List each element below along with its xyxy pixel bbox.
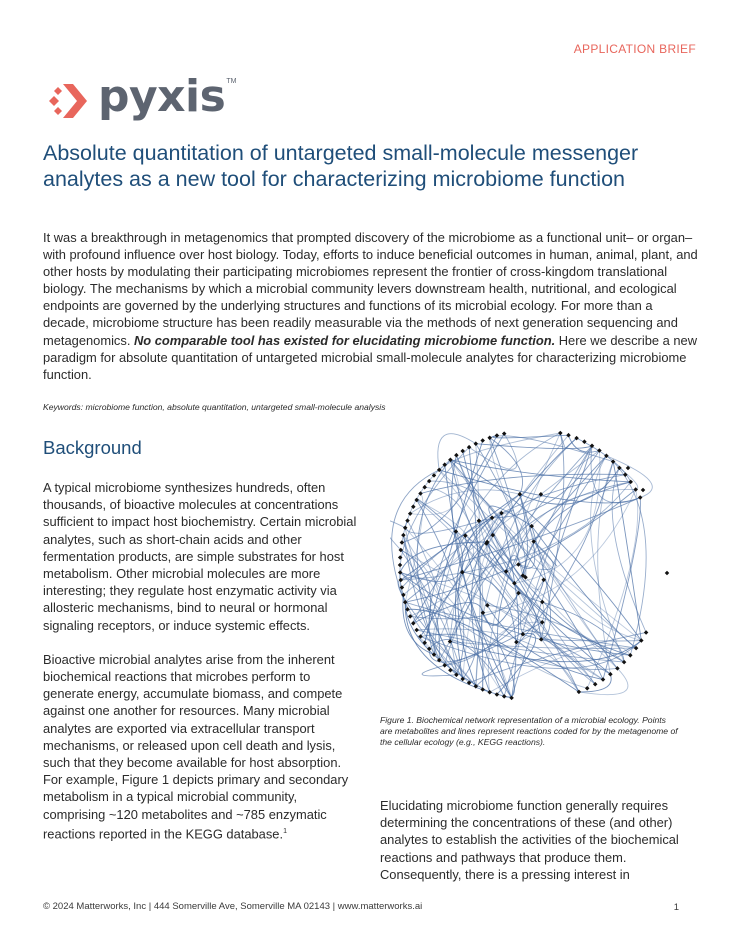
- section-heading: Background: [43, 437, 142, 458]
- network-node: [641, 488, 646, 493]
- network-node: [502, 431, 507, 436]
- network-node: [405, 518, 410, 523]
- document-type-label: APPLICATION BRIEF: [573, 42, 696, 56]
- keywords: Keywords: microbiome function, absolute quantitation, untargeted small-molecule analysis: [43, 402, 386, 412]
- network-node: [487, 690, 492, 695]
- background-paragraph-1: A typical microbiome synthesizes hundreds, often thousands, of bioactive molecules at concentrations sufficient to impact host biochemistry. Certain microbial analytes, such as short-chain acids and other fermentation products, are simple substrates for host metabolism. Other microbial molecules are more interesting; they regulate host enzymatic activity via allosteric mechanisms, bind to neural or hormonal signaling receptors, or induce systemic effects.: [43, 480, 357, 633]
- network-edge: [487, 544, 631, 656]
- network-node: [474, 441, 479, 446]
- network-diagram: [390, 425, 690, 710]
- network-node: [558, 431, 563, 436]
- intro-emphasis: No comparable tool has existed for elucidating microbiome function.: [134, 332, 556, 348]
- network-node: [414, 628, 419, 633]
- right-column: [380, 797, 698, 883]
- document-title: Absolute quantitation of untargeted small-molecule messenger analytes as a new tool for characterizing microbiome function: [43, 141, 639, 191]
- page-number: 1: [673, 902, 679, 913]
- background-paragraph-2: [43, 651, 361, 843]
- intro-paragraph: [43, 229, 698, 383]
- trademark-symbol: TM: [226, 77, 237, 85]
- network-node: [401, 533, 406, 538]
- network-node: [644, 630, 649, 635]
- network-node: [502, 694, 507, 699]
- reference-marker: 1: [283, 827, 287, 835]
- network-node: [623, 472, 628, 477]
- intro-text-2: Here we describe a new paradigm for absolute quantitation of untargeted microbial small-molecule analytes for characterizing microbiome function.: [43, 332, 698, 382]
- network-node: [585, 686, 590, 691]
- left-column: [43, 479, 361, 859]
- logo-wordmark: pyxis: [98, 71, 226, 122]
- right-column-paragraph: Elucidating microbiome function generally requires determining the concentrations of these (and other) analytes to establish the activities of the biochemical reactions and pathways that produce them. Consequently, there is a pressing interest in: [380, 798, 679, 882]
- network-figure: [390, 425, 690, 710]
- background-paragraph-2-text: Bioactive microbial analytes arise from the inherent biochemical reactions that microbes perform to generate energy, accumulate biomass, and compete against one another for resources. Many microbial analytes are exported via extracellular transport mechanisms, or released upon cell death and lysis, such that they become available for host absorption. For example, Figure 1 depicts primary and secondary metabolism in a typical microbial community, comprising ~120 metabolites and ~785 enzymatic reactions reported in the KEGG database.: [43, 651, 349, 842]
- intro-text-1: It was a breakthrough in metagenomics that prompted discovery of the microbiome as a functional unit– or organ– with profound influence over host biology. Today, efforts to induce beneficial outcomes in human, animal, plant, and other hosts by modulating their participating microbiomes represent the frontier of cross-kingdom translational biology. The mechanisms by which a microbial community levers downstream health, nutritional, and ecological endpoints are governed by the underlying structures and functions of its microbial ecology. For more than a decade, microbiome structure has been readily measurable via the methods of next generation sequencing and metagenomics.: [43, 230, 698, 348]
- network-node: [628, 653, 633, 658]
- footer-text: © 2024 Matterworks, Inc | 444 Somerville Ave, Somerville MA 02143 | www.matterworks.ai: [43, 901, 423, 912]
- network-node: [495, 433, 500, 438]
- network-node: [448, 668, 453, 673]
- network-node: [665, 571, 670, 576]
- pyxis-logo: [44, 71, 237, 124]
- network-node: [454, 453, 459, 458]
- network-edges: [390, 433, 652, 698]
- network-node: [638, 495, 643, 500]
- figure-caption: Figure 1. Biochemical network representation of a microbial ecology. Points are metabolites and lines represent reactions coded for by the metagenome of the cellular ecology (e.g., KEGG reactions).: [380, 715, 678, 747]
- network-node: [480, 438, 485, 443]
- pyxis-mark-icon: [44, 81, 90, 121]
- network-node: [398, 563, 403, 568]
